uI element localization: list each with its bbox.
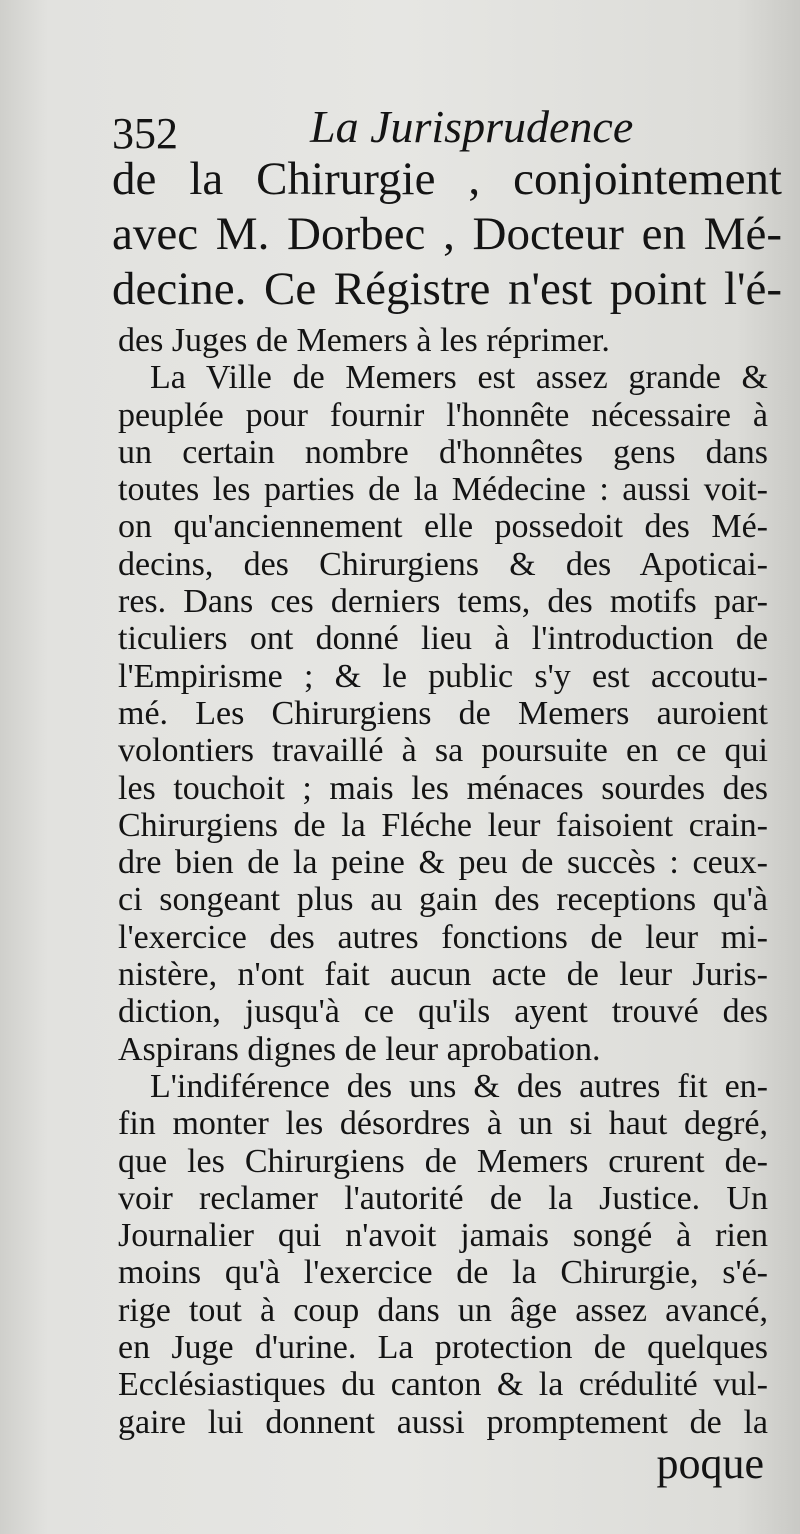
catchword: poque — [656, 1439, 764, 1488]
text-line: les touchoit ; mais les ménaces sourdes des — [118, 769, 768, 807]
text-line: on qu'anciennement elle possedoit des Mé- — [118, 508, 768, 546]
text-line: diction, jusqu'à ce qu'ils ayent trouvé des — [118, 993, 768, 1031]
text-line: peuplée pour fournir l'honnête nécessaire à — [118, 396, 768, 434]
text-line: Aspirans dignes de leur aprobation. — [118, 1030, 601, 1068]
body-text — [118, 322, 768, 1441]
text-line: voir reclamer l'autorité de la Justice. Un — [118, 1179, 768, 1217]
text-line: gaire lui donnent aussi promptement de la — [118, 1403, 768, 1441]
fragment-line: de la Chirurgie , conjointement — [112, 153, 782, 205]
text-line: La Ville de Memers est assez grande & — [150, 359, 768, 397]
text-line: L'indiférence des uns & des autres fit en- — [150, 1067, 768, 1105]
page-header — [112, 100, 652, 160]
running-title: La Jurisprudence — [310, 101, 634, 152]
text-line: fin monter les désordres à un si haut degré, — [118, 1105, 768, 1143]
text-line: ticuliers ont donné lieu à l'introduction de — [118, 620, 768, 658]
text-line: moins qu'à l'exercice de la Chirurgie, s'é- — [118, 1254, 768, 1292]
text-line: des Juges de Memers à les réprimer. — [118, 322, 610, 359]
text-line: rige tout à coup dans un âge assez avancé, — [118, 1291, 768, 1329]
text-line: ci songeant plus au gain des receptions qu'à — [118, 881, 768, 919]
text-line: que les Chirurgiens de Memers crurent de- — [118, 1142, 768, 1180]
text-line: nistère, n'ont fait aucun acte de leur Juris- — [118, 956, 768, 994]
text-line: decins, des Chirurgiens & des Apoticai- — [118, 545, 768, 583]
text-line: l'Empirisme ; & le public s'y est accoutu- — [118, 657, 768, 695]
text-line: toutes les parties de la Médecine : aussi voit- — [118, 471, 768, 509]
text-line: l'exercice des autres fonctions de leur mi- — [118, 918, 768, 956]
text-line: res. Dans ces derniers tems, des motifs par- — [118, 583, 768, 621]
text-line: un certain nombre d'honnêtes gens dans — [118, 433, 768, 471]
text-line: en Juge d'urine. La protection de quelques — [118, 1329, 768, 1367]
overlapping-text-fragment — [112, 152, 782, 317]
text-line: mé. Les Chirurgiens de Memers auroient — [118, 694, 768, 732]
page-number: 352 — [112, 109, 178, 158]
text-line: volontiers travaillé à sa poursuite en ce qui — [118, 732, 768, 770]
text-line: Ecclésiastiques du canton & la crédulité vul- — [118, 1366, 768, 1404]
fragment-line: decine. Ce Régistre n'est point l'é- — [112, 263, 782, 315]
text-line: dre bien de la peine & peu de succès : ceux- — [118, 844, 768, 882]
text-line: Journalier qui n'avoit jamais songé à rien — [118, 1217, 768, 1255]
text-line: Chirurgiens de la Fléche leur faisoient crain- — [118, 806, 768, 844]
fragment-line: avec M. Dorbec , Docteur en Mé- — [112, 208, 782, 260]
